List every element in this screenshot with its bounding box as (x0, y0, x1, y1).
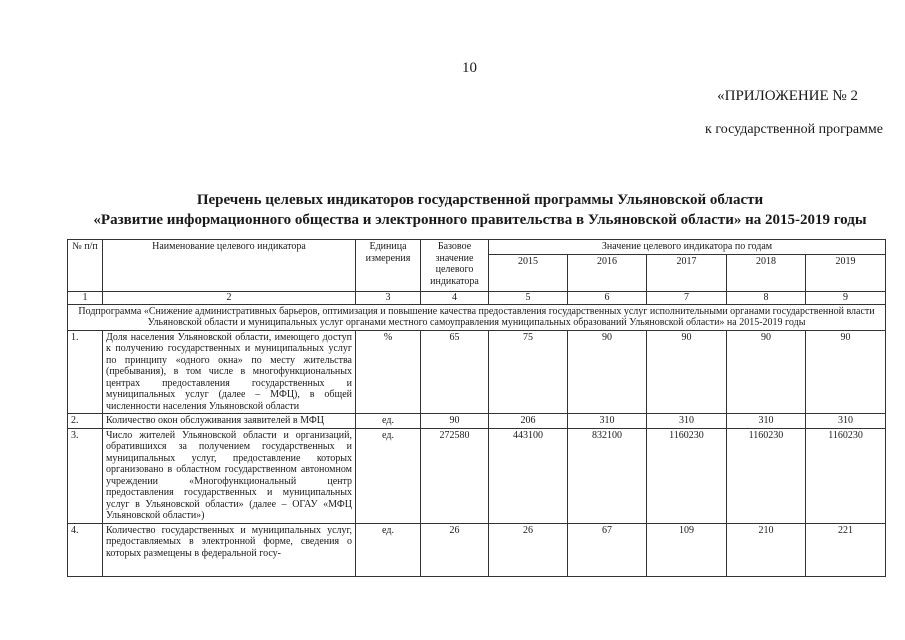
column-number: 8 (727, 291, 806, 304)
row-base-value: 90 (421, 414, 489, 429)
document-title-line2: «Развитие информационного общества и электронного правительства в Ульяновской области» на 2015-2019 годы (93, 212, 867, 228)
row-value-2019: 1160230 (806, 428, 886, 523)
row-indicator-name: Доля населения Ульяновской области, имеющего доступ к получению государственных и муниципальных услуг по принципу «одного окна» по месту жительства (пребывания), в том числе в многофункциональных центрах предоставления государственных и муниципальных услуг (далее – МФЦ), в общей численности населения Ульяновской области (103, 330, 356, 414)
header-base: Базовое значение целевого индикатора (421, 240, 489, 292)
column-number: 7 (647, 291, 727, 304)
subprogram-row (68, 304, 886, 330)
row-value-2017: 1160230 (647, 428, 727, 523)
column-number: 6 (568, 291, 647, 304)
row-unit: ед. (356, 428, 421, 523)
row-value-2015: 26 (489, 523, 568, 576)
row-base-value: 272580 (421, 428, 489, 523)
column-number: 4 (421, 291, 489, 304)
row-value-2018: 210 (727, 523, 806, 576)
header-num: № п/п (68, 240, 103, 292)
row-num: 4. (68, 523, 103, 576)
row-value-2016: 832100 (568, 428, 647, 523)
row-value-2016: 310 (568, 414, 647, 429)
row-base-value: 26 (421, 523, 489, 576)
document-title (60, 190, 900, 230)
page-number: 10 (462, 60, 477, 76)
header-year: 2017 (647, 254, 727, 291)
row-value-2015: 206 (489, 414, 568, 429)
row-num: 1. (68, 330, 103, 414)
row-unit: ед. (356, 414, 421, 429)
row-value-2017: 90 (647, 330, 727, 414)
row-value-2018: 1160230 (727, 428, 806, 523)
row-value-2016: 67 (568, 523, 647, 576)
row-indicator-name: Число жителей Ульяновской области и организаций, обратившихся за получением государственных и муниципальных услуг, предоставление которых организовано в областном государственном автономном учреждении «Многофункциональный центр предоставления государственных и муниципальных услуг в Ульяновской области» (далее – ОГАУ «МФЦ Ульяновской области») (103, 428, 356, 523)
row-value-2019: 90 (806, 330, 886, 414)
header-year: 2016 (568, 254, 647, 291)
appendix-subtitle: к государственной программе (705, 122, 883, 137)
column-number: 5 (489, 291, 568, 304)
row-value-2018: 90 (727, 330, 806, 414)
row-value-2018: 310 (727, 414, 806, 429)
table-row (68, 523, 886, 576)
row-base-value: 65 (421, 330, 489, 414)
header-year: 2015 (489, 254, 568, 291)
header-years-group: Значение целевого индикатора по годам (489, 240, 886, 255)
column-number: 2 (103, 291, 356, 304)
header-year: 2019 (806, 254, 886, 291)
row-unit: % (356, 330, 421, 414)
row-unit: ед. (356, 523, 421, 576)
table-row (68, 414, 886, 429)
subprogram-title: Подпрограмма «Снижение административных барьеров, оптимизация и повышение качества предоставления государственных услуг исполнительными органами государственной власти Ульяновской области и муниципальных услуг органами местного самоуправления муниципальных образований Ульяновской области» на 2015-2019 годы (68, 304, 886, 330)
row-value-2019: 221 (806, 523, 886, 576)
row-value-2019: 310 (806, 414, 886, 429)
header-unit: Единица измерения (356, 240, 421, 292)
row-num: 3. (68, 428, 103, 523)
row-value-2017: 310 (647, 414, 727, 429)
header-name: Наименование целевого индикатора (103, 240, 356, 292)
document-title-line1: Перечень целевых индикаторов государственной программы Ульяновской области (196, 192, 764, 208)
row-indicator-name-text: Количество государственных и муниципальных услуг, предоставляемых в электронной форме, сведения о которых размещены в федеральной госу- (106, 524, 352, 559)
row-value-2016: 90 (568, 330, 647, 414)
column-number: 9 (806, 291, 886, 304)
table-row (68, 330, 886, 414)
column-number: 3 (356, 291, 421, 304)
table-row (68, 428, 886, 523)
row-value-2015: 75 (489, 330, 568, 414)
row-value-2017: 109 (647, 523, 727, 576)
row-num: 2. (68, 414, 103, 429)
row-indicator-name: Количество окон обслуживания заявителей в МФЦ (103, 414, 356, 429)
column-numbers-row (68, 291, 886, 304)
row-value-2015: 443100 (489, 428, 568, 523)
appendix-title: «ПРИЛОЖЕНИЕ № 2 (717, 88, 858, 104)
row-indicator-name (103, 523, 356, 576)
indicators-table (67, 239, 886, 577)
header-year: 2018 (727, 254, 806, 291)
column-number: 1 (68, 291, 103, 304)
